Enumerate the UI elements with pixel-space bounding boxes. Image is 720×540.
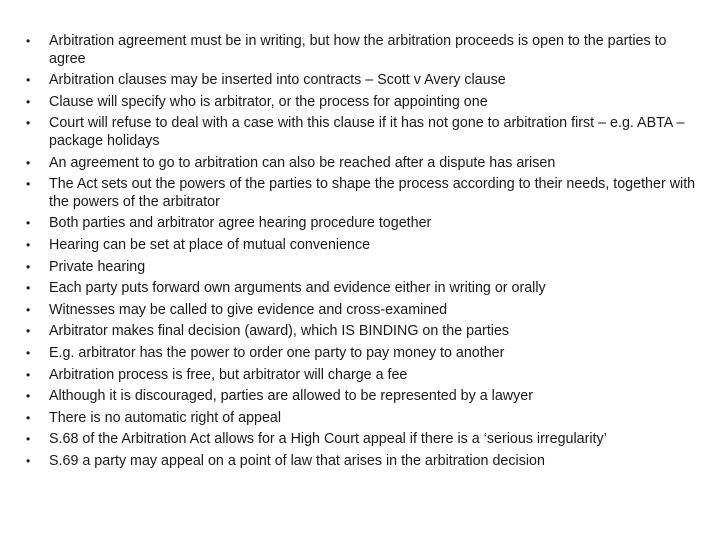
list-item bbox=[26, 388, 706, 406]
bullet-icon: • bbox=[26, 94, 31, 109]
list-item bbox=[26, 94, 706, 112]
list-item bbox=[26, 237, 706, 255]
list-item-text: Witnesses may be called to give evidence and cross-examined bbox=[49, 301, 448, 318]
list-item-text: Although it is discouraged, parties are allowed to be represented by a lawyer bbox=[49, 388, 533, 405]
list-item-text: Clause will specify who is arbitrator, or the process for appointing one bbox=[49, 93, 488, 110]
bullet-icon: • bbox=[26, 259, 31, 274]
list-item-text: Arbitration agreement must be in writing, but how the arbitration proceeds is open to the parties to agree bbox=[49, 33, 667, 67]
list-item-text: The Act sets out the powers of the parties to shape the process according to their needs, together with the powers of the arbitrator bbox=[49, 176, 696, 210]
bullet-icon: • bbox=[26, 345, 31, 360]
list-item bbox=[26, 302, 706, 320]
list-item-text: Arbitrator makes final decision (award), which IS BINDING on the parties bbox=[49, 323, 510, 340]
list-item-text: Private hearing bbox=[49, 258, 146, 275]
list-item-text: Each party puts forward own arguments and evidence either in writing or orally bbox=[49, 280, 546, 297]
list-item-text: Arbitration process is free, but arbitrator will charge a fee bbox=[49, 366, 408, 383]
list-item-text: Both parties and arbitrator agree hearing procedure together bbox=[49, 215, 432, 232]
bullet-icon: • bbox=[26, 73, 31, 88]
list-item bbox=[26, 453, 706, 471]
list-item bbox=[26, 176, 706, 211]
list-item bbox=[26, 215, 706, 233]
list-item bbox=[26, 115, 706, 150]
bullet-icon: • bbox=[26, 281, 31, 296]
list-item bbox=[26, 280, 706, 298]
list-item bbox=[26, 259, 706, 277]
list-item bbox=[26, 345, 706, 363]
list-item bbox=[26, 155, 706, 173]
bullet-icon: • bbox=[26, 410, 31, 425]
bullet-icon: • bbox=[26, 367, 31, 382]
list-item-text: Court will refuse to deal with a case with this clause if it has not gone to arbitration first – e.g. ABTA – package holidays bbox=[49, 115, 685, 149]
bullet-list bbox=[26, 33, 706, 474]
list-item-text: Hearing can be set at place of mutual convenience bbox=[49, 236, 371, 253]
bullet-icon: • bbox=[26, 116, 31, 131]
bullet-icon: • bbox=[26, 324, 31, 339]
bullet-icon: • bbox=[26, 237, 31, 252]
list-item-text: An agreement to go to arbitration can also be reached after a dispute has arisen bbox=[49, 154, 556, 171]
list-item-text: S.69 a party may appeal on a point of law that arises in the arbitration decision bbox=[49, 452, 545, 469]
list-item bbox=[26, 323, 706, 341]
list-item-text: S.68 of the Arbitration Act allows for a High Court appeal if there is a ‘serious irregularity’ bbox=[49, 431, 607, 448]
list-item bbox=[26, 410, 706, 428]
list-item-text: Arbitration clauses may be inserted into contracts – Scott v Avery clause bbox=[49, 72, 506, 89]
bullet-icon: • bbox=[26, 453, 31, 468]
list-item bbox=[26, 72, 706, 90]
bullet-icon: • bbox=[26, 389, 31, 404]
bullet-icon: • bbox=[26, 302, 31, 317]
list-item bbox=[26, 367, 706, 385]
bullet-icon: • bbox=[26, 34, 31, 48]
list-item bbox=[26, 431, 706, 449]
bullet-icon: • bbox=[26, 155, 31, 170]
bullet-icon: • bbox=[26, 177, 31, 192]
list-item-text: E.g. arbitrator has the power to order one party to pay money to another bbox=[49, 344, 505, 361]
bullet-icon: • bbox=[26, 432, 31, 447]
list-item-text: There is no automatic right of appeal bbox=[49, 409, 282, 426]
bullet-icon: • bbox=[26, 216, 31, 231]
list-item bbox=[26, 33, 706, 68]
